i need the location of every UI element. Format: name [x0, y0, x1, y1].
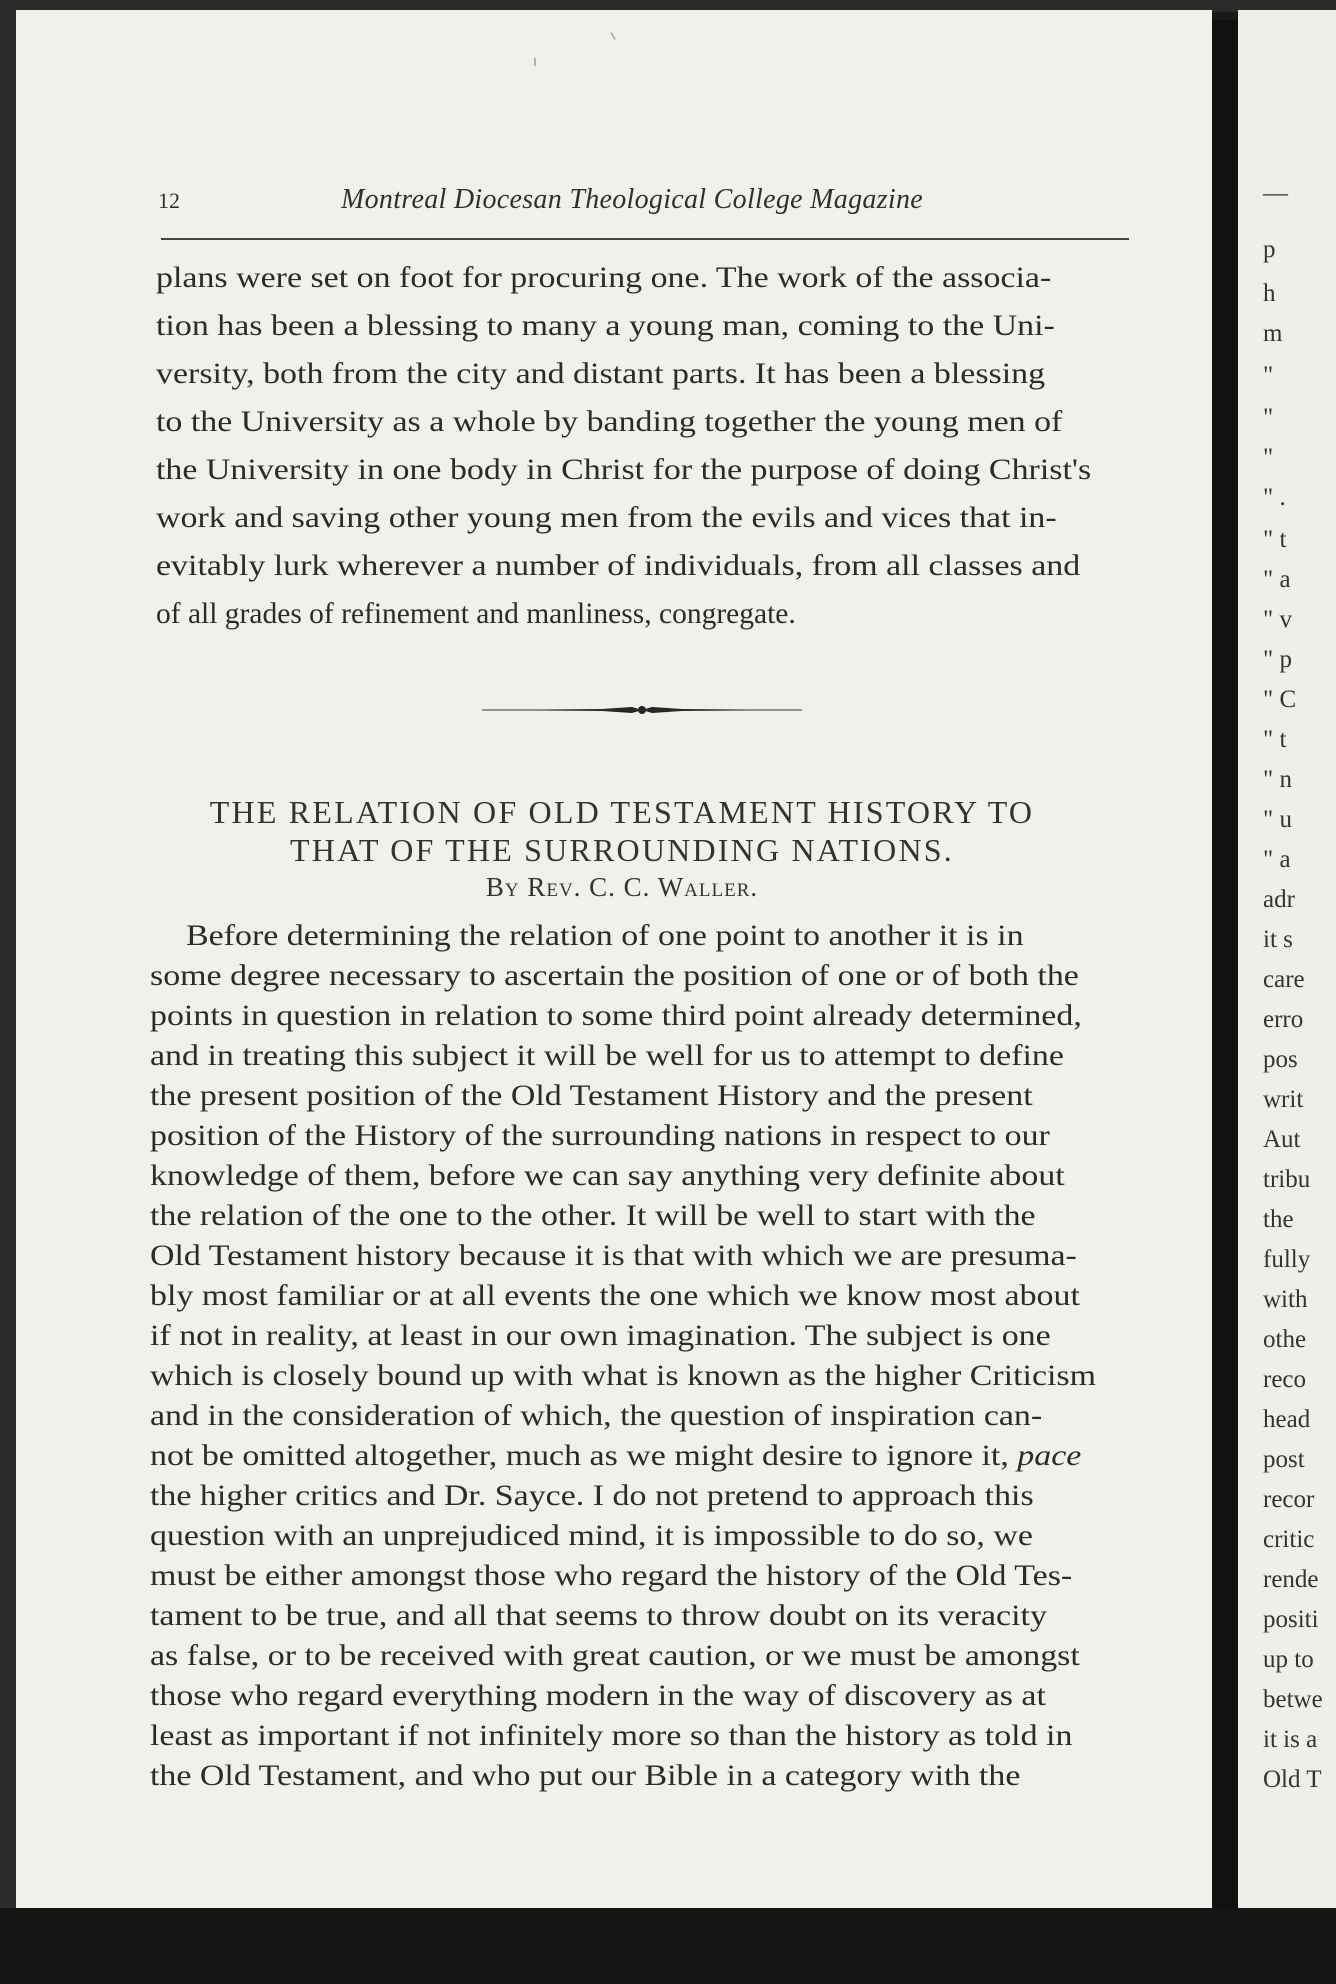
- article-title-line-2: THAT OF THE SURROUNDING NATIONS.: [290, 832, 954, 868]
- paragraph-2-text: not be omitted altogether, much as we might desire to ignore it,: [150, 1440, 1009, 1472]
- paragraph-2-line: Before determining the relation of one point to another it is in: [186, 920, 1024, 952]
- article-byline: By Rev. C. C. Waller.: [485, 872, 759, 902]
- paragraph-1-line: work and saving other young men from the evils and vices that in-: [156, 502, 1057, 534]
- scan-bottom-edge: [0, 1908, 1336, 1984]
- paragraph-2-line: the present position of the Old Testament History and the present: [150, 1080, 1033, 1112]
- facing-page-fragment: it s: [1263, 926, 1293, 953]
- paragraph-2-line: and in the consideration of which, the question of inspiration can-: [150, 1400, 1043, 1432]
- facing-page-fragment: —: [1263, 180, 1288, 207]
- paragraph-1-line: tion has been a blessing to many a young man, coming to the Uni-: [156, 310, 1055, 342]
- paragraph-2-line: bly most familiar or at all events the one which we know most about: [150, 1280, 1080, 1312]
- paragraph-1-line: of all grades of refinement and manliness, congregate.: [156, 598, 796, 630]
- paragraph-1-line: the University in one body in Christ for the purpose of doing Christ's: [156, 454, 1092, 486]
- facing-page-fragment: it is a: [1263, 1726, 1318, 1753]
- facing-page-fragment: ": [1263, 362, 1274, 389]
- section-divider-ornament: [482, 702, 802, 718]
- facing-page-fragment: ": [1263, 404, 1274, 431]
- header-rule: [161, 238, 1129, 240]
- paragraph-2-line: least as important if not infinitely more so than the history as told in: [150, 1720, 1073, 1752]
- facing-page-fragment: post: [1263, 1446, 1305, 1473]
- paragraph-2-line: position of the History of the surrounding nations in respect to our: [150, 1120, 1050, 1152]
- paragraph-2-line: must be either amongst those who regard the history of the Old Tes-: [150, 1560, 1073, 1592]
- paragraph-2-line: [150, 1440, 1081, 1473]
- facing-page-fragment: Old T: [1263, 1766, 1322, 1793]
- facing-page-edge: [1238, 10, 1336, 1908]
- facing-page-fragment: writ: [1263, 1086, 1304, 1113]
- facing-page-fragment: reco: [1263, 1366, 1307, 1393]
- paragraph-2-line: question with an unprejudiced mind, it is impossible to do so, we: [150, 1520, 1033, 1552]
- facing-page-fragment: " u: [1263, 806, 1292, 833]
- facing-page-fragment: the: [1263, 1206, 1294, 1233]
- facing-page-fragment: " t: [1263, 726, 1287, 753]
- facing-page-fragment: head: [1263, 1406, 1311, 1433]
- paragraph-2-line: the relation of the one to the other. It will be well to start with the: [150, 1200, 1036, 1232]
- paragraph-2-line: some degree necessary to ascertain the position of one or of both the: [150, 960, 1079, 992]
- paragraph-1-line: plans were set on foot for procuring one. The work of the associa-: [156, 262, 1052, 294]
- facing-page-fragment: " t: [1263, 526, 1287, 553]
- facing-page-fragment: recor: [1263, 1486, 1315, 1513]
- facing-page-fragment: " p: [1263, 646, 1292, 673]
- facing-page-fragment: care: [1263, 966, 1305, 993]
- paragraph-2-line: as false, or to be received with great caution, or we must be amongst: [150, 1640, 1080, 1672]
- facing-page-fragment: up to: [1263, 1646, 1314, 1673]
- facing-page-fragment: " a: [1263, 566, 1291, 593]
- paragraph-2-line: which is closely bound up with what is known as the higher Criticism: [150, 1360, 1097, 1392]
- article-title-line-1: THE RELATION OF OLD TESTAMENT HISTORY TO: [209, 794, 1035, 830]
- book-gutter: [1212, 20, 1238, 1910]
- paragraph-2-line: those who regard everything modern in the way of discovery as at: [150, 1680, 1046, 1712]
- facing-page-fragment: positi: [1263, 1606, 1319, 1633]
- paragraph-2-line: knowledge of them, before we can say anything very definite about: [150, 1160, 1065, 1192]
- facing-page-fragment: " a: [1263, 846, 1291, 873]
- facing-page-fragment: pos: [1263, 1046, 1298, 1073]
- facing-page-fragment: erro: [1263, 1006, 1304, 1033]
- facing-page-fragment: " v: [1263, 606, 1292, 633]
- facing-page-fragment: h: [1263, 280, 1276, 307]
- scan-speck: [610, 32, 616, 40]
- facing-page-fragment: " n: [1263, 766, 1292, 793]
- facing-page-fragment: betwe: [1263, 1686, 1323, 1713]
- running-head: Montreal Diocesan Theological College Magazine: [341, 184, 924, 215]
- facing-page-fragment: fully: [1263, 1246, 1311, 1273]
- facing-page-fragment: " .: [1263, 484, 1286, 511]
- facing-page-fragment: " C: [1263, 686, 1297, 713]
- facing-page-fragment: tribu: [1263, 1166, 1311, 1193]
- paragraph-2-line: Old Testament history because it is that with which we are presuma-: [150, 1240, 1077, 1272]
- page-number: 12: [158, 188, 180, 213]
- paragraph-2-line: the Old Testament, and who put our Bible in a category with the: [150, 1760, 1021, 1792]
- scan-speck: [534, 58, 536, 66]
- facing-page-fragment: m: [1263, 320, 1283, 347]
- facing-page-fragment: Aut: [1263, 1126, 1301, 1153]
- paragraph-2-line: points in question in relation to some third point already determined,: [150, 1000, 1082, 1032]
- facing-page-fragment: critic: [1263, 1526, 1315, 1553]
- page-header: [141, 178, 1131, 218]
- paragraph-2-line: and in treating this subject it will be well for us to attempt to define: [150, 1040, 1064, 1072]
- facing-page-fragment: othe: [1263, 1326, 1307, 1353]
- paragraph-1-line: evitably lurk wherever a number of individuals, from all classes and: [156, 550, 1081, 582]
- facing-page-fragment: adr: [1263, 886, 1295, 913]
- paragraph-2-line: tament to be true, and all that seems to throw doubt on its veracity: [150, 1600, 1047, 1632]
- pace-italic-word: pace: [1017, 1440, 1082, 1472]
- facing-page-fragment: ": [1263, 444, 1274, 471]
- paragraph-1-line: to the University as a whole by banding together the young men of: [156, 406, 1063, 438]
- scan-left-edge: [0, 0, 16, 1984]
- facing-page-fragment: with: [1263, 1286, 1308, 1313]
- paragraph-1-line: versity, both from the city and distant parts. It has been a blessing: [156, 358, 1046, 390]
- facing-page-fragment: rende: [1263, 1566, 1319, 1593]
- paragraph-2-line: the higher critics and Dr. Sayce. I do not pretend to approach this: [150, 1480, 1034, 1512]
- facing-page-fragment: p: [1263, 236, 1276, 263]
- paragraph-2-line: if not in reality, at least in our own imagination. The subject is one: [150, 1320, 1051, 1352]
- book-page: [16, 10, 1212, 1908]
